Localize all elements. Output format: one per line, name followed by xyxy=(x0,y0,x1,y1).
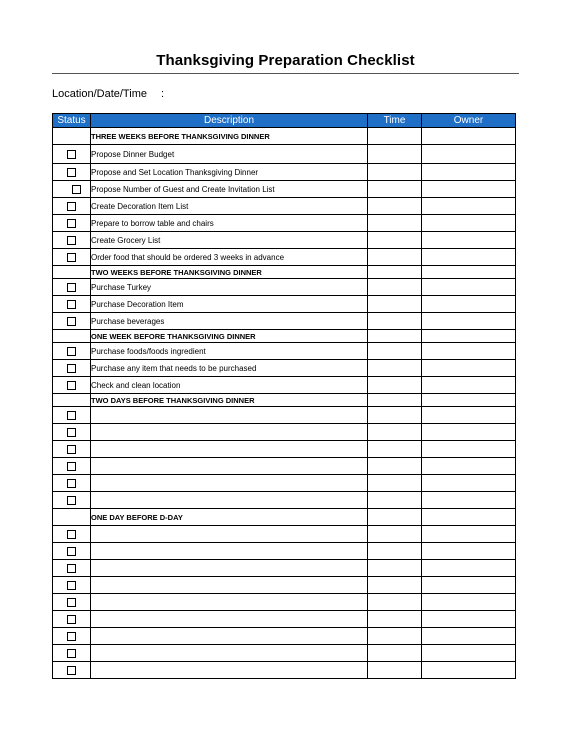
time-cell[interactable] xyxy=(368,441,422,458)
column-header-time: Time xyxy=(368,114,422,128)
status-checkbox[interactable] xyxy=(67,317,76,326)
status-checkbox[interactable] xyxy=(67,462,76,471)
status-cell xyxy=(53,145,91,164)
description-cell[interactable]: Purchase Turkey xyxy=(91,279,368,296)
description-cell[interactable] xyxy=(91,594,368,611)
description-cell[interactable]: Order food that should be ordered 3 weeks in advance xyxy=(91,249,368,266)
description-cell[interactable]: Propose and Set Location Thanksgiving Dinner xyxy=(91,164,368,181)
table-row xyxy=(53,198,516,215)
status-cell xyxy=(53,215,91,232)
owner-cell[interactable] xyxy=(422,407,516,424)
page-title: Thanksgiving Preparation Checklist xyxy=(156,52,415,69)
description-cell[interactable] xyxy=(91,407,368,424)
owner-cell[interactable] xyxy=(422,145,516,164)
status-checkbox[interactable] xyxy=(67,150,76,159)
status-cell xyxy=(53,543,91,560)
status-checkbox[interactable] xyxy=(67,253,76,262)
status-cell xyxy=(53,475,91,492)
owner-cell[interactable] xyxy=(422,645,516,662)
owner-cell[interactable] xyxy=(422,215,516,232)
status-cell xyxy=(53,424,91,441)
time-cell[interactable] xyxy=(368,628,422,645)
owner-cell[interactable] xyxy=(422,543,516,560)
table-row xyxy=(53,313,516,330)
owner-cell[interactable] xyxy=(422,424,516,441)
owner-cell[interactable] xyxy=(422,394,516,407)
owner-cell[interactable] xyxy=(422,279,516,296)
location-line xyxy=(52,88,164,100)
status-cell xyxy=(53,560,91,577)
time-cell[interactable] xyxy=(368,543,422,560)
owner-cell[interactable] xyxy=(422,296,516,313)
description-cell[interactable] xyxy=(91,475,368,492)
time-cell[interactable] xyxy=(368,266,422,279)
description-cell[interactable]: Create Decoration Item List xyxy=(91,198,368,215)
status-cell xyxy=(53,394,91,407)
status-cell xyxy=(53,407,91,424)
checklist-table xyxy=(52,113,516,679)
time-cell[interactable] xyxy=(368,198,422,215)
time-cell[interactable] xyxy=(368,407,422,424)
table-row xyxy=(53,577,516,594)
time-cell[interactable] xyxy=(368,181,422,198)
time-cell[interactable] xyxy=(368,145,422,164)
status-checkbox[interactable] xyxy=(67,666,76,675)
description-cell[interactable]: Check and clean location xyxy=(91,377,368,394)
status-cell xyxy=(53,577,91,594)
time-cell[interactable] xyxy=(368,232,422,249)
table-row xyxy=(53,492,516,509)
time-cell[interactable] xyxy=(368,560,422,577)
table-row xyxy=(53,360,516,377)
status-checkbox[interactable] xyxy=(67,581,76,590)
description-cell[interactable] xyxy=(91,645,368,662)
owner-cell[interactable] xyxy=(422,526,516,543)
section-row xyxy=(53,266,516,279)
time-cell[interactable] xyxy=(368,296,422,313)
time-cell[interactable] xyxy=(368,662,422,679)
table-row xyxy=(53,611,516,628)
owner-cell[interactable] xyxy=(422,128,516,145)
table-row xyxy=(53,377,516,394)
description-cell[interactable] xyxy=(91,424,368,441)
time-cell[interactable] xyxy=(368,215,422,232)
time-cell[interactable] xyxy=(368,424,422,441)
location-colon: : xyxy=(160,88,165,100)
description-cell[interactable]: Propose Dinner Budget xyxy=(91,145,368,164)
status-cell xyxy=(53,492,91,509)
status-cell xyxy=(53,128,91,145)
owner-cell[interactable] xyxy=(422,266,516,279)
status-checkbox[interactable] xyxy=(67,300,76,309)
status-checkbox[interactable] xyxy=(67,283,76,292)
table-row xyxy=(53,560,516,577)
status-checkbox[interactable] xyxy=(67,530,76,539)
description-cell[interactable]: Propose Number of Guest and Create Invitation List xyxy=(91,181,368,198)
status-cell xyxy=(53,296,91,313)
table-row xyxy=(53,645,516,662)
time-cell[interactable] xyxy=(368,279,422,296)
status-cell xyxy=(53,232,91,249)
time-cell[interactable] xyxy=(368,128,422,145)
table-row xyxy=(53,343,516,360)
status-checkbox[interactable] xyxy=(67,202,76,211)
time-cell[interactable] xyxy=(368,594,422,611)
table-row xyxy=(53,594,516,611)
status-cell xyxy=(53,645,91,662)
table-row xyxy=(53,424,516,441)
status-cell xyxy=(53,526,91,543)
table-row xyxy=(53,164,516,181)
description-cell[interactable] xyxy=(91,492,368,509)
status-cell xyxy=(53,313,91,330)
status-checkbox[interactable] xyxy=(67,496,76,505)
status-checkbox[interactable] xyxy=(67,364,76,373)
description-cell[interactable] xyxy=(91,441,368,458)
status-checkbox[interactable] xyxy=(67,598,76,607)
time-cell[interactable] xyxy=(368,360,422,377)
table-row xyxy=(53,407,516,424)
table-row xyxy=(53,249,516,266)
section-heading: ONE DAY BEFORE D-DAY xyxy=(91,509,368,526)
title-divider xyxy=(52,73,519,74)
status-cell xyxy=(53,181,91,198)
owner-cell[interactable] xyxy=(422,441,516,458)
description-cell[interactable]: Prepare to borrow table and chairs xyxy=(91,215,368,232)
status-cell xyxy=(53,377,91,394)
status-checkbox[interactable] xyxy=(67,632,76,641)
column-header-status: Status xyxy=(53,114,91,128)
owner-cell[interactable] xyxy=(422,594,516,611)
owner-cell[interactable] xyxy=(422,662,516,679)
status-checkbox[interactable] xyxy=(67,615,76,624)
status-cell xyxy=(53,662,91,679)
status-cell xyxy=(53,330,91,343)
time-cell[interactable] xyxy=(368,313,422,330)
status-cell xyxy=(53,249,91,266)
time-cell[interactable] xyxy=(368,377,422,394)
description-cell[interactable] xyxy=(91,628,368,645)
time-cell[interactable] xyxy=(368,394,422,407)
status-checkbox[interactable] xyxy=(67,649,76,658)
description-cell[interactable]: Purchase Decoration Item xyxy=(91,296,368,313)
table-row xyxy=(53,279,516,296)
time-cell[interactable] xyxy=(368,645,422,662)
time-cell[interactable] xyxy=(368,458,422,475)
description-cell[interactable]: Purchase foods/foods ingredient xyxy=(91,343,368,360)
section-row xyxy=(53,330,516,343)
table-row xyxy=(53,232,516,249)
owner-cell[interactable] xyxy=(422,249,516,266)
time-cell[interactable] xyxy=(368,492,422,509)
owner-cell[interactable] xyxy=(422,611,516,628)
column-header-owner: Owner xyxy=(422,114,516,128)
section-row xyxy=(53,509,516,526)
status-checkbox[interactable] xyxy=(67,411,76,420)
table-row xyxy=(53,215,516,232)
owner-cell[interactable] xyxy=(422,509,516,526)
status-checkbox[interactable] xyxy=(67,381,76,390)
description-cell[interactable] xyxy=(91,560,368,577)
section-heading: ONE WEEK BEFORE THANKSGIVING DINNER xyxy=(91,330,368,343)
description-cell[interactable] xyxy=(91,458,368,475)
status-checkbox[interactable] xyxy=(67,168,76,177)
description-cell[interactable]: Create Grocery List xyxy=(91,232,368,249)
time-cell[interactable] xyxy=(368,611,422,628)
section-heading: THREE WEEKS BEFORE THANKSGIVING DINNER xyxy=(91,128,368,145)
status-checkbox[interactable] xyxy=(67,479,76,488)
status-checkbox[interactable] xyxy=(67,445,76,454)
section-heading: TWO DAYS BEFORE THANKSGIVING DINNER xyxy=(91,394,368,407)
status-checkbox[interactable] xyxy=(67,347,76,356)
table-row xyxy=(53,181,516,198)
owner-cell[interactable] xyxy=(422,330,516,343)
owner-cell[interactable] xyxy=(422,198,516,215)
owner-cell[interactable] xyxy=(422,458,516,475)
time-cell[interactable] xyxy=(368,577,422,594)
status-checkbox[interactable] xyxy=(67,547,76,556)
table-row xyxy=(53,662,516,679)
description-cell[interactable] xyxy=(91,526,368,543)
status-cell xyxy=(53,458,91,475)
description-cell[interactable] xyxy=(91,662,368,679)
time-cell[interactable] xyxy=(368,509,422,526)
time-cell[interactable] xyxy=(368,330,422,343)
owner-cell[interactable] xyxy=(422,232,516,249)
section-row xyxy=(53,128,516,145)
owner-cell[interactable] xyxy=(422,560,516,577)
status-cell xyxy=(53,509,91,526)
time-cell[interactable] xyxy=(368,343,422,360)
description-cell[interactable] xyxy=(91,543,368,560)
owner-cell[interactable] xyxy=(422,492,516,509)
table-row xyxy=(53,475,516,492)
status-checkbox[interactable] xyxy=(72,185,81,194)
status-cell xyxy=(53,266,91,279)
description-cell[interactable] xyxy=(91,577,368,594)
owner-cell[interactable] xyxy=(422,313,516,330)
checklist-body xyxy=(53,128,516,679)
table-row xyxy=(53,458,516,475)
owner-cell[interactable] xyxy=(422,343,516,360)
description-cell[interactable] xyxy=(91,611,368,628)
status-cell xyxy=(53,343,91,360)
table-header-row xyxy=(53,114,516,128)
time-cell[interactable] xyxy=(368,164,422,181)
time-cell[interactable] xyxy=(368,475,422,492)
table-row xyxy=(53,628,516,645)
status-cell xyxy=(53,279,91,296)
table-row xyxy=(53,145,516,164)
owner-cell[interactable] xyxy=(422,475,516,492)
description-cell[interactable]: Purchase any item that needs to be purchased xyxy=(91,360,368,377)
status-cell xyxy=(53,198,91,215)
section-row xyxy=(53,394,516,407)
owner-cell[interactable] xyxy=(422,181,516,198)
status-cell xyxy=(53,628,91,645)
section-heading: TWO WEEKS BEFORE THANKSGIVING DINNER xyxy=(91,266,368,279)
status-checkbox[interactable] xyxy=(67,564,76,573)
time-cell[interactable] xyxy=(368,249,422,266)
description-cell[interactable]: Purchase beverages xyxy=(91,313,368,330)
status-cell xyxy=(53,441,91,458)
status-cell xyxy=(53,360,91,377)
status-checkbox[interactable] xyxy=(67,219,76,228)
status-cell xyxy=(53,611,91,628)
time-cell[interactable] xyxy=(368,526,422,543)
table-row xyxy=(53,526,516,543)
owner-cell[interactable] xyxy=(422,360,516,377)
table-row xyxy=(53,441,516,458)
owner-cell[interactable] xyxy=(422,577,516,594)
table-row xyxy=(53,296,516,313)
owner-cell[interactable] xyxy=(422,164,516,181)
column-header-description: Description xyxy=(91,114,368,128)
location-label: Location/Date/Time xyxy=(52,88,147,100)
status-checkbox[interactable] xyxy=(67,428,76,437)
status-cell xyxy=(53,164,91,181)
status-checkbox[interactable] xyxy=(67,236,76,245)
owner-cell[interactable] xyxy=(422,377,516,394)
owner-cell[interactable] xyxy=(422,628,516,645)
table-row xyxy=(53,543,516,560)
status-cell xyxy=(53,594,91,611)
